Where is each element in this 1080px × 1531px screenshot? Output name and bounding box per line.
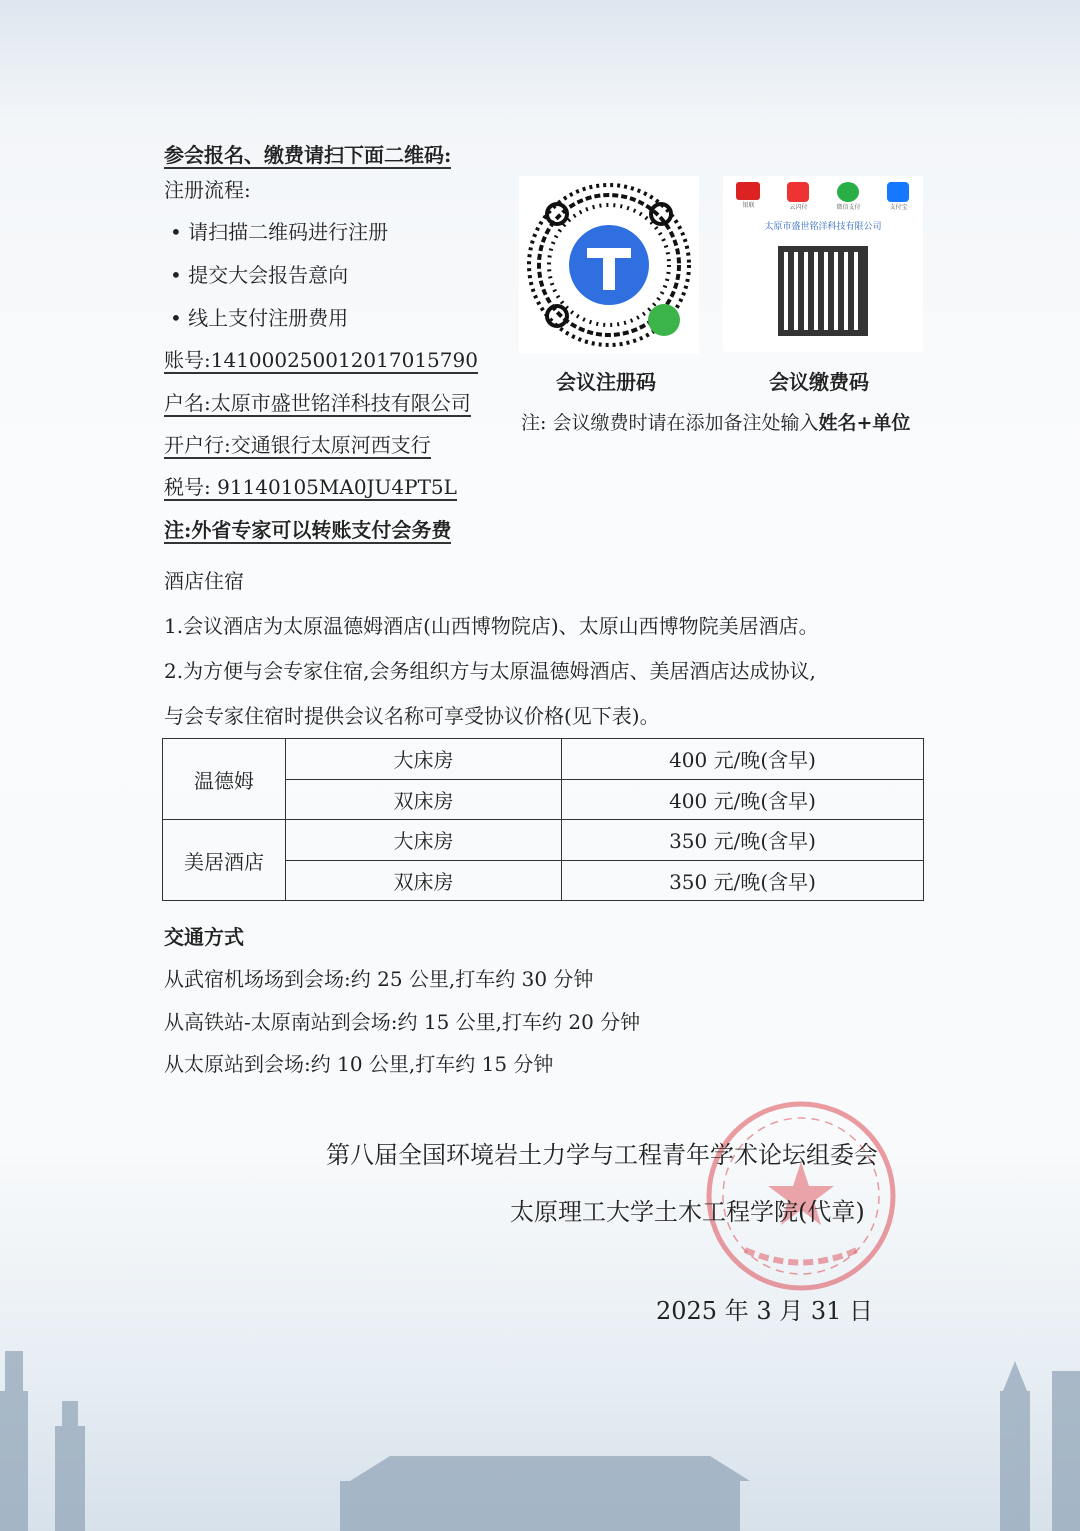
table-row: [163, 820, 924, 861]
bank-name: 开户行:交通银行太原河西支行: [164, 433, 431, 457]
room-type: 大床房: [286, 820, 562, 861]
hotel-price-table: [162, 738, 924, 901]
school: 太原理工大学土木工程学院(代章): [510, 1198, 865, 1226]
wechat-pay-icon: 微信支付: [836, 182, 860, 211]
quickpass-icon: 云闪付: [787, 182, 809, 211]
transfer-note: 注:外省专家可以转账支付会务费: [164, 518, 452, 542]
transport-line-3: 从太原站到会场:约 10 公里,打车约 15 分钟: [164, 1052, 554, 1076]
hotel-line-3: 与会专家住宿时提供会议名称可享受协议价格(见下表)。: [164, 704, 660, 728]
hotel-name: 温德姆: [163, 739, 286, 820]
step-1: • 请扫描二维码进行注册: [170, 220, 389, 244]
room-price: 350 元/晚(含早): [562, 860, 924, 901]
transport-line-1: 从武宿机场场到会场:约 25 公里,打车约 30 分钟: [164, 967, 594, 991]
payee-company: 太原市盛世铭洋科技有限公司: [764, 222, 882, 232]
account-number: 账号:14100025001201701579​0: [164, 348, 478, 372]
transport-line-2: 从高铁站-太原南站到会场:约 15 公里,打车约 20 分钟: [164, 1010, 641, 1034]
date: 2025 年 3 月 31 日: [656, 1297, 874, 1325]
payment-qr-label: 会议缴费码: [769, 370, 869, 394]
hotel-title: 酒店住宿: [164, 569, 244, 593]
organizer: 第八届全国环境岩土力学与工程青年学术论坛组委会: [326, 1141, 878, 1169]
hotel-line-1: 1.会议酒店为太原温德姆酒店(山西博物院店)、太原山西博物院美居酒店。: [164, 614, 819, 638]
official-seal: [705, 1100, 897, 1292]
step-2: • 提交大会报告意向: [170, 263, 349, 287]
registration-qr-label: 会议注册码: [556, 370, 656, 394]
room-type: 双床房: [286, 860, 562, 901]
room-type: 大床房: [286, 739, 562, 780]
room-price: 400 元/晚(含早): [562, 739, 924, 780]
registration-qr-code[interactable]: [519, 176, 699, 354]
payment-note: 注: 会议缴费时请在添加备注处输入姓名+单位: [521, 412, 911, 434]
city-skyline-decoration: [0, 1331, 1080, 1531]
table-row: [163, 739, 924, 780]
payment-qr-card[interactable]: [723, 176, 923, 352]
register-heading: 参会报名、缴费请扫下面二维码:: [164, 143, 452, 167]
flow-title: 注册流程:: [164, 178, 251, 202]
unionpay-icon: 银联: [736, 182, 760, 211]
room-price: 350 元/晚(含早): [562, 820, 924, 861]
alipay-icon: 支付宝: [887, 182, 909, 211]
tax-number: 税号: 91140105MA0JU4PT5L: [164, 475, 457, 499]
transport-title: 交通方式: [164, 925, 244, 949]
hotel-line-2: 2.为方便与会专家住宿,会务组织方与太原温德姆酒店、美居酒店达成协议,: [164, 659, 816, 683]
payment-qr-code[interactable]: [778, 246, 868, 336]
step-3: • 线上支付注册费用: [170, 306, 349, 330]
room-type: 双床房: [286, 779, 562, 820]
hotel-name: 美居酒店: [163, 820, 286, 901]
account-name: 户名:太原市盛世铭洋科技有限公司: [164, 391, 471, 415]
room-price: 400 元/晚(含早): [562, 779, 924, 820]
